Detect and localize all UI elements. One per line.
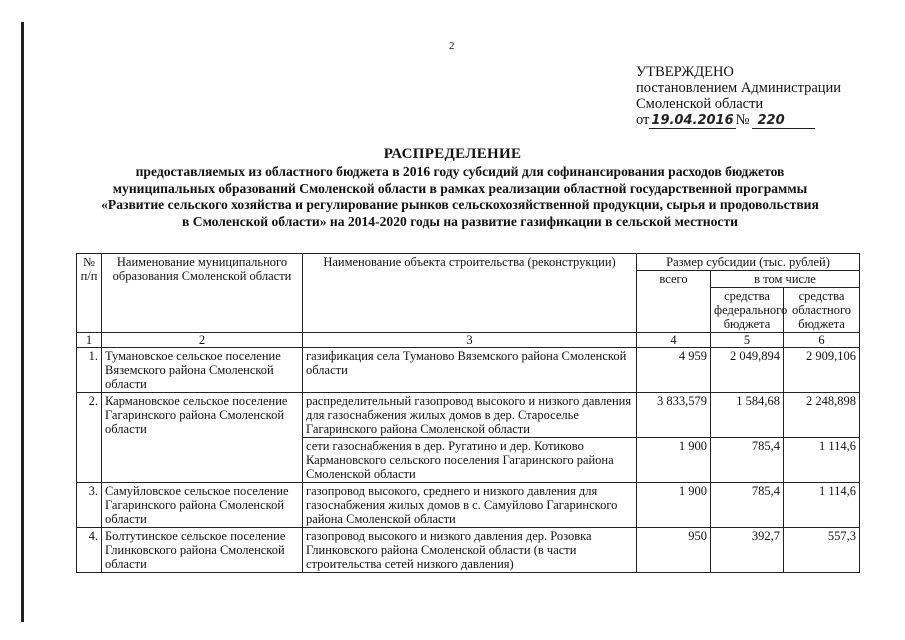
row-regional: 2 248,898 (784, 393, 860, 438)
date-prefix: от (636, 112, 650, 128)
subsidy-table (76, 253, 860, 573)
row-total: 4 959 (637, 348, 711, 393)
row-municipality: Кармановское сельское поселение Гагаринского района Смоленской области (102, 393, 303, 483)
header-object: Наименование объекта строительства (реконструкции) (303, 254, 637, 333)
row-municipality: Тумановское сельское поселение Вяземского района Смоленской области (102, 348, 303, 393)
row-no: 1. (77, 348, 102, 393)
index-cell: 1 (77, 333, 102, 348)
header-regional: средства областного бюджета (784, 288, 860, 333)
row-total: 1 900 (637, 438, 711, 483)
header-total: всего (637, 271, 711, 333)
table-row (77, 528, 860, 573)
row-object: газопровод высокого и низкого давления дер. Розовка Глинковского района Смоленской области (в части строительства сетей низкого давления) (303, 528, 637, 573)
handwritten-number: 220 (752, 113, 815, 129)
row-no: 2. (77, 393, 102, 483)
header-no: № п/п (77, 254, 102, 333)
header-subsidy: Размер субсидии (тыс. рублей) (637, 254, 860, 271)
table-row (77, 393, 860, 438)
index-cell: 4 (637, 333, 711, 348)
row-no: 4. (77, 528, 102, 573)
header-municipality: Наименование муниципального образования Смоленской области (102, 254, 303, 333)
document-title: РАСПРЕДЕЛЕНИЕ (383, 146, 522, 162)
row-regional: 557,3 (784, 528, 860, 573)
table-header-row (77, 254, 860, 271)
approval-stamp (636, 64, 841, 129)
row-no: 3. (77, 483, 102, 528)
table-row (77, 483, 860, 528)
row-federal: 785,4 (711, 438, 784, 483)
row-federal: 392,7 (711, 528, 784, 573)
table-index-row (77, 333, 860, 348)
approval-line-region: Смоленской области (636, 96, 764, 112)
table-row (77, 348, 860, 393)
row-regional: 2 909,106 (784, 348, 860, 393)
document-subtitle (60, 164, 860, 230)
index-cell: 5 (711, 333, 784, 348)
subtitle-line: в Смоленской области» на 2014-2020 годы на развитие газификации в сельской местности (182, 213, 738, 229)
index-cell: 2 (102, 333, 303, 348)
row-regional: 1 114,6 (784, 438, 860, 483)
handwritten-date: 19.04.2016 (651, 113, 734, 128)
row-object: газификация села Туманово Вяземского района Смоленской области (303, 348, 637, 393)
row-total: 3 833,579 (637, 393, 711, 438)
row-regional: 1 114,6 (784, 483, 860, 528)
approval-line-approved: УТВЕРЖДЕНО (636, 64, 734, 80)
header-including: в том числе (711, 271, 860, 288)
number-prefix: № (735, 112, 750, 128)
page-number: 2 (449, 40, 455, 52)
row-total: 950 (637, 528, 711, 573)
row-federal: 785,4 (711, 483, 784, 528)
row-total: 1 900 (637, 483, 711, 528)
approval-line-resolution: постановлением Администрации (636, 80, 842, 96)
subtitle-line: муниципальных образований Смоленской области в рамках реализации областной государственной программы (112, 180, 808, 196)
row-federal: 1 584,68 (711, 393, 784, 438)
subtitle-line: предоставляемых из областного бюджета в 2016 году субсидий для софинансирования расходов бюджетов (135, 164, 785, 179)
index-cell: 6 (784, 333, 860, 348)
row-municipality: Болтутинское сельское поселение Глинковского района Смоленской области (102, 528, 303, 573)
row-federal: 2 049,894 (711, 348, 784, 393)
page-left-border (21, 22, 24, 622)
row-object: газопровод высокого, среднего и низкого давления для газоснабжения жилых домов в с. Самуйлово Гагаринского района Смоленской области (303, 483, 637, 528)
row-municipality: Самуйловское сельское поселение Гагаринского района Смоленской области (102, 483, 303, 528)
approval-date-line (636, 112, 841, 129)
row-object: распределительный газопровод высокого и низкого давления для газоснабжения жилых домов в дер. Староселье Гагаринского района Смоленской области (303, 393, 637, 438)
index-cell: 3 (303, 333, 637, 348)
subtitle-line: «Развитие сельского хозяйства и регулирование рынков сельскохозяйственной продукции, сырья и продовольствия (101, 197, 819, 212)
header-federal: средства федерального бюджета (711, 288, 784, 333)
row-object: сети газоснабжения в дер. Ругатино и дер. Котиково Кармановского сельского поселения Гагаринского района Смоленской области (303, 438, 637, 483)
